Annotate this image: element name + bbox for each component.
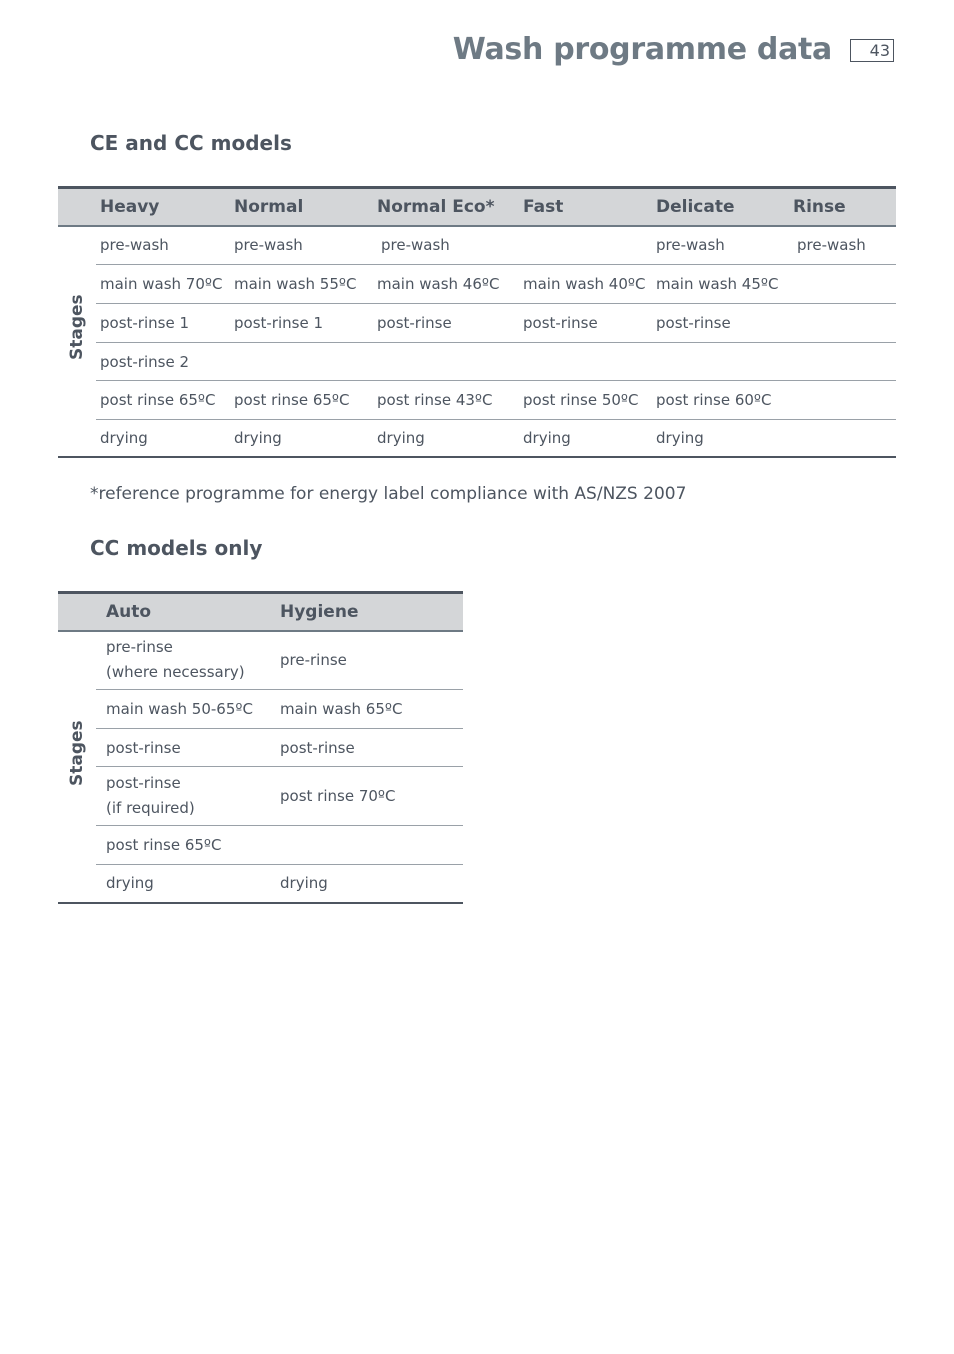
table-cell: post-rinse 1 xyxy=(234,304,377,343)
table-cell: drying xyxy=(100,428,148,447)
stages-label-cell xyxy=(58,631,96,903)
table-header-row xyxy=(58,593,463,631)
column-header-hygiene: Hygiene xyxy=(280,593,463,631)
table-cell: drying xyxy=(656,428,704,447)
table-cell: pre-wash xyxy=(234,226,377,265)
table-cell: main wash 70ºC xyxy=(96,265,234,304)
table-row xyxy=(58,865,463,903)
table-cell: pre-wash xyxy=(656,226,793,265)
table-cell: post-rinse xyxy=(96,729,280,767)
table-cell xyxy=(234,343,377,381)
table-cell: post rinse 65ºC xyxy=(234,381,377,420)
table-cell xyxy=(793,304,896,343)
table-cell: pre-rinse xyxy=(280,631,463,690)
table-cell: pre-rinse (where necessary) xyxy=(96,631,280,690)
table-cell: main wash 50-65ºC xyxy=(96,690,280,729)
table-cell: post rinse 60ºC xyxy=(656,381,793,420)
table-cell: post-rinse 2 xyxy=(96,343,234,381)
table-cell: main wash 46ºC xyxy=(377,265,523,304)
table-cell: drying xyxy=(280,874,328,893)
footnote: *reference programme for energy label compliance with AS/NZS 2007 xyxy=(90,484,687,504)
section-heading-cc-only: CC models only xyxy=(90,536,263,560)
table-cell: main wash 45ºC xyxy=(656,265,793,304)
table-cell: post rinse 50ºC xyxy=(523,381,656,420)
table-cell xyxy=(793,381,896,420)
table-row xyxy=(58,826,463,865)
table-row xyxy=(58,304,896,343)
table-header-row xyxy=(58,188,896,226)
table-cell: main wash 65ºC xyxy=(280,690,463,729)
table-row xyxy=(58,265,896,304)
column-header-normal: Normal xyxy=(234,188,377,226)
table-cell: post-rinse 1 xyxy=(96,304,234,343)
column-header-fast: Fast xyxy=(523,188,656,226)
table-cell xyxy=(793,343,896,381)
table-row xyxy=(58,767,463,826)
table-cell: pre-wash xyxy=(96,226,234,265)
table-cell: pre-wash xyxy=(793,226,896,265)
table-cell xyxy=(377,343,523,381)
table-cell xyxy=(793,420,896,457)
stages-label: Stages xyxy=(67,294,87,360)
table-cell: post rinse 43ºC xyxy=(377,381,523,420)
table-cell: pre-wash xyxy=(377,226,523,265)
header-spacer xyxy=(58,593,96,631)
column-header-normal-eco: Normal Eco* xyxy=(377,188,523,226)
table-cell: post rinse 65ºC xyxy=(96,826,280,865)
table-row xyxy=(58,381,896,420)
column-header-auto: Auto xyxy=(96,593,280,631)
column-header-heavy: Heavy xyxy=(96,188,234,226)
table-row xyxy=(58,729,463,767)
table-cell: main wash 40ºC xyxy=(523,265,656,304)
table-row xyxy=(58,690,463,729)
table-cell: drying xyxy=(106,874,154,893)
header-spacer xyxy=(58,188,96,226)
page-number: 43 xyxy=(850,39,894,62)
table-cell: post rinse 70ºC xyxy=(280,767,463,826)
table-cell: post-rinse xyxy=(280,729,463,767)
table-cell: drying xyxy=(234,428,282,447)
column-header-delicate: Delicate xyxy=(656,188,793,226)
table-cell: main wash 55ºC xyxy=(234,265,377,304)
table-cell: post rinse 65ºC xyxy=(96,381,234,420)
table-cell: post-rinse xyxy=(656,304,793,343)
table-cell: drying xyxy=(377,428,425,447)
table-cell: post-rinse xyxy=(523,304,656,343)
cc-only-programme-table xyxy=(58,591,463,904)
table-cell xyxy=(656,343,793,381)
page-title: Wash programme data xyxy=(452,32,832,67)
table-row xyxy=(58,226,896,265)
column-header-rinse: Rinse xyxy=(793,188,896,226)
table-cell: drying xyxy=(523,428,571,447)
stages-label: Stages xyxy=(67,719,87,786)
table-cell xyxy=(523,343,656,381)
stages-label-cell xyxy=(58,226,96,457)
ce-cc-programme-table xyxy=(58,186,896,458)
table-cell: post-rinse xyxy=(377,304,523,343)
table-cell: post-rinse (if required) xyxy=(96,767,280,826)
table-cell xyxy=(280,826,463,865)
table-row xyxy=(58,420,896,457)
table-cell xyxy=(523,226,656,265)
table-row xyxy=(58,631,463,690)
table-cell xyxy=(793,265,896,304)
table-row xyxy=(58,343,896,381)
section-heading-ce-cc: CE and CC models xyxy=(90,131,292,155)
